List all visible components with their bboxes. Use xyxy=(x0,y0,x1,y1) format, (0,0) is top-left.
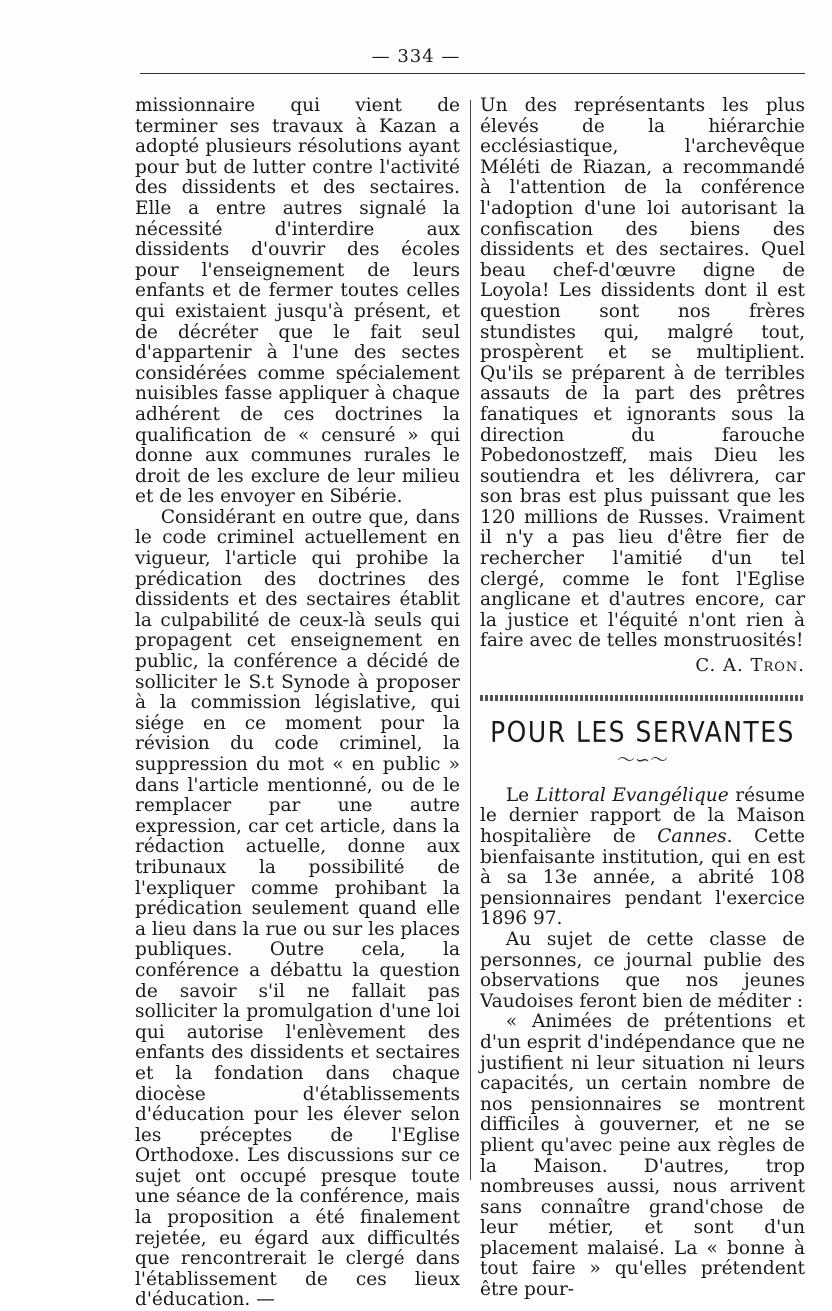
right-column xyxy=(480,96,805,1301)
paragraph: missionnaire qui vient de terminer ses travaux à Kazan a adopté plusieurs résolutions ayant pour but de lutter contre l'activité des dissidents et des sectaires. Elle a entre autres signalé la nécessité d'interdire aux dissidents d'ouvrir des écoles pour l'enseignement de leurs enfants et de fermer toutes celles qui existaient jusqu'à présent, et de décréter que le fait seul d'appartenir à l'une des sectes considérées comme spécialement nuisibles fasse appliquer à chaque adhérent de ces doctrines la qualification de « censuré » qui donne aux communes rurales le droit de les exclure de leur milieu et de les envoyer en Sibérie. xyxy=(135,95,460,508)
section-divider xyxy=(480,695,805,701)
paragraph: « Animées de prétentions et d'un esprit d'indépendance que ne justifient ni leur situation ni leurs capacités, un certain nombre de nos pensionnaires se montrent difficiles à gouverner, et ne se plient qu'avec peine aux règles de la Maison. D'autres, trop nombreuses aussi, nous arrivent sans connaître grand'chose de leur métier, et sont d'un placement malaisé. La « bonne à tout faire » qu'elles prétendent être pour- xyxy=(480,1011,805,1301)
section-title: POUR LES SERVANTES xyxy=(490,715,795,749)
paragraph: Au sujet de cette classe de personnes, ce journal publie des observations que nos jeunes Vaudoises feront bien de méditer : xyxy=(480,928,805,1012)
column-separator xyxy=(470,100,471,1180)
header-rule xyxy=(140,73,805,74)
paragraph: Un des représentants les plus élevés de la hiérarchie ecclésiastique, l'archevêque Méléti de Riazan, a recommandé à l'attention de la conférence l'adoption d'une loi autorisant la confiscation des biens des dissidents et des sectaires. Quel beau chef-d'œuvre digne de Loyola! Les dissidents dont il est question sont nos frères stundistes qui, malgré tout, prospèrent et se multiplient. Qu'ils se préparent à de terribles assauts de la part des prêtres fanatiques et ignorants sous la direction du farouche Pobedonostzeff, mais Dieu les soutiendra et les délivrera, car son bras est plus puissant que les 120 millions de Russes. Vraiment il n'y a pas lieu d'être fier de rechercher l'amitié d'un tel clergé, comme le font l'Eglise anglicane et d'autres encore, car la justice et l'équité n'ont rien à faire avec de telles monstruosités! xyxy=(480,95,805,652)
text-run: . Cette bienfaisante institution, qui en est à sa 13e année, a abrité 108 pensionnaires pendant l'exercice 1896 97. xyxy=(480,826,805,930)
text-run: résume le dernier rapport de la Maison hospitalière de xyxy=(480,784,805,847)
author-signature: C. A. Tron. xyxy=(695,655,805,677)
place-name: Cannes xyxy=(657,826,727,847)
ornament-flourish: 〜∽〜 xyxy=(616,750,669,772)
journal-name: Littoral Evangélique xyxy=(535,784,729,806)
page-number: — 334 — xyxy=(371,46,461,67)
paragraph xyxy=(480,786,805,930)
text-run: Le xyxy=(505,784,536,806)
paragraph: Considérant en outre que, dans le code criminel actuellement en vigueur, l'article qui prohibe la prédication des doctrines des dissidents et des sectaires établit la culpabilité de ceux-là seuls qui propagent cet enseignement en public, la conférence a décidé de solliciter le S.t Synode à proposer à la commission législative, qui siége en ce moment pour la révision du code criminel, la suppression du mot « en public » dans l'article mentionné, ou de le remplacer par une autre expression, car cet article, dans la rédaction actuelle, donne aux tribunaux la possibilité de l'expliquer comme prohibant la prédication seulement quand elle a lieu dans la rue ou sur les places publiques. Outre cela, la conférence a débattu la question de savoir s'il ne fallait pas solliciter la promulgation d'une loi qui autorise l'enlèvement des enfants des dissidents et sectaires et la fondation dans chaque diocèse d'établissements d'éducation pour les élever selon les préceptes de l'Eglise Orthodoxe. Les discussions sur ce sujet ont occupé presque toute une séance de la conférence, mais la proposition a été finalement rejetée, eu égard aux difficultés que rencontrerait le clergé dans l'établissement de ces lieux d'éducation. — xyxy=(135,506,460,1311)
left-column xyxy=(135,96,460,1311)
